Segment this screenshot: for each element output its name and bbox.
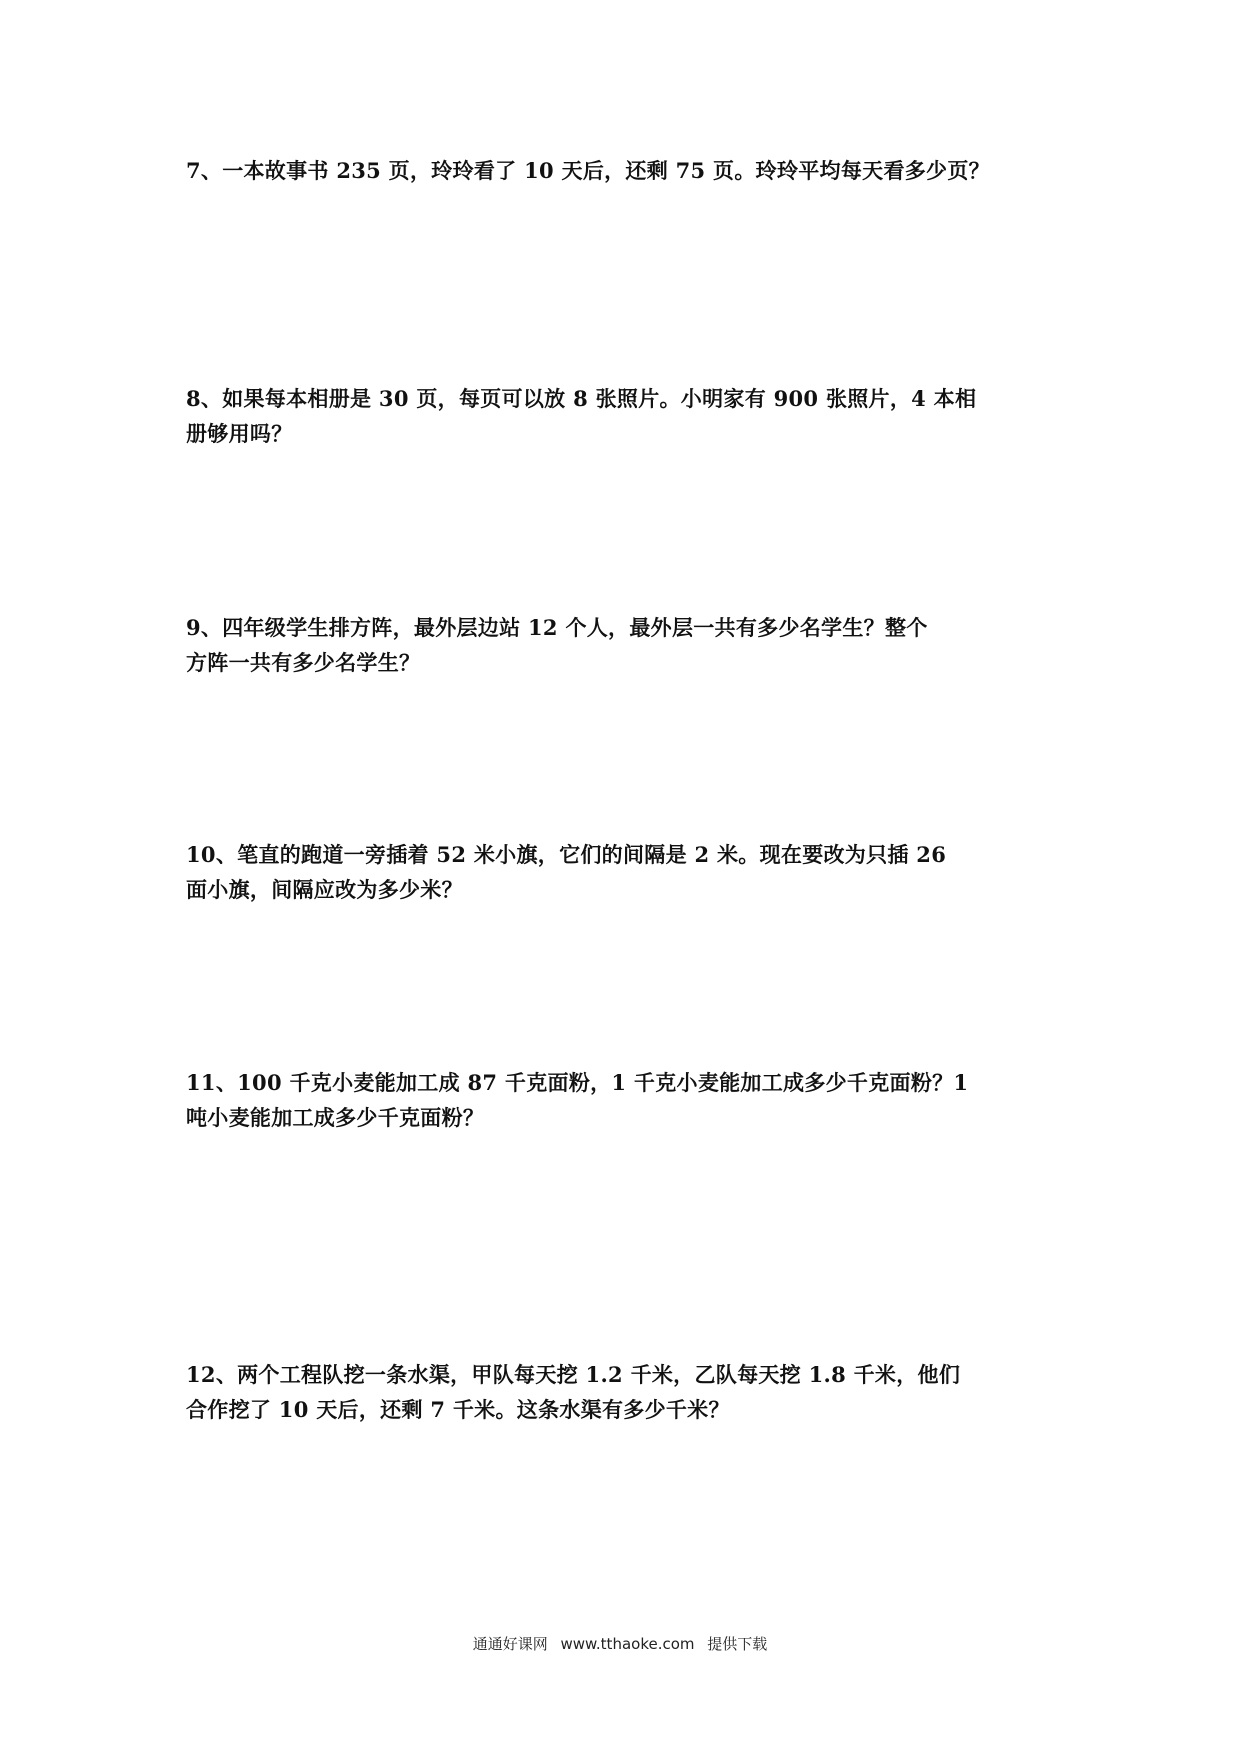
problem-10 [186, 837, 1066, 907]
problem-11 [186, 1065, 1066, 1135]
problem-9-line-2: 方阵一共有多少名学生？ [186, 650, 421, 675]
problem-7-line-1: 7、一本故事书 235 页，玲玲看了 10 天后，还剩 75 页。玲玲平均每天看多少页？ [186, 158, 990, 183]
problem-10-line-2: 面小旗，间隔应改为多少米？ [186, 877, 463, 902]
problem-12-line-2: 合作挖了 10 天后，还剩 7 千米。这条水渠有多少千米？ [186, 1397, 730, 1422]
footer-note: 提供下载 [707, 1635, 768, 1653]
problem-11-line-1: 11、100 千克小麦能加工成 87 千克面粉，1 千克小麦能加工成多少千克面粉？1 [186, 1070, 969, 1095]
problem-12 [186, 1357, 1066, 1427]
footer-site-name: 通通好课网 [472, 1635, 548, 1653]
footer-url[interactable]: www.tthaoke.com [560, 1635, 695, 1653]
problem-10-line-1: 10、笔直的跑道一旁插着 52 米小旗，它们的间隔是 2 米。现在要改为只插 26 [186, 842, 947, 867]
problem-11-line-2: 吨小麦能加工成多少千克面粉？ [186, 1105, 485, 1130]
page-footer [0, 1633, 1240, 1654]
problem-7 [186, 153, 1066, 188]
problem-12-line-1: 12、两个工程队挖一条水渠，甲队每天挖 1.2 千米，乙队每天挖 1.8 千米，他们 [186, 1362, 961, 1387]
problem-8-line-2: 册够用吗？ [186, 421, 293, 446]
problem-9 [186, 610, 1066, 680]
problem-9-line-1: 9、四年级学生排方阵，最外层边站 12 个人，最外层一共有多少名学生？整个 [186, 615, 928, 640]
problem-8 [186, 381, 1066, 451]
problem-8-line-1: 8、如果每本相册是 30 页，每页可以放 8 张照片。小明家有 900 张照片，4 本相 [186, 386, 977, 411]
